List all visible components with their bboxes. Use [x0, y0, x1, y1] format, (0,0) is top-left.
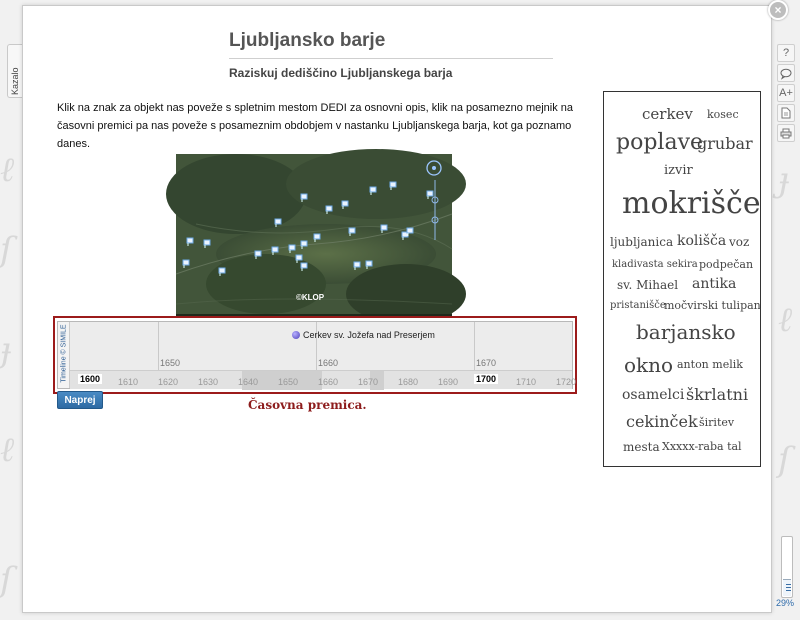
map-pin-icon[interactable]: [183, 260, 189, 268]
tag-link[interactable]: škrlatni: [686, 385, 749, 404]
map-pin-icon[interactable]: [301, 241, 307, 249]
tag-link[interactable]: cerkev: [642, 105, 693, 123]
zoom-grip-line: [786, 584, 791, 585]
font-size-icon: A+: [779, 87, 793, 99]
tag-link[interactable]: mesta: [623, 440, 660, 454]
printer-icon: [780, 128, 792, 139]
tag-link[interactable]: grubar: [697, 134, 753, 153]
tag-link[interactable]: okno: [624, 353, 674, 377]
map-pin-icon[interactable]: [314, 234, 320, 242]
map-pin-icon[interactable]: [255, 251, 261, 259]
tag-cloud: [603, 91, 761, 467]
comment-button[interactable]: [777, 64, 795, 82]
map-pin-icon[interactable]: [326, 206, 332, 214]
timeline-decade-label: 1690: [438, 377, 459, 387]
document-button[interactable]: [777, 104, 795, 122]
tag-link[interactable]: širitev: [699, 416, 735, 429]
tag-link[interactable]: voz: [729, 235, 750, 249]
timeline-decade-label: 1640: [238, 377, 259, 387]
help-button[interactable]: [777, 44, 795, 62]
tag-link[interactable]: cekinček: [626, 412, 698, 431]
timeline-gridline: [474, 322, 475, 370]
map-pin-icon[interactable]: [381, 225, 387, 233]
tag-link[interactable]: sv. Mihael: [617, 278, 679, 292]
timeline-event[interactable]: [292, 330, 435, 340]
next-button[interactable]: Naprej: [57, 391, 103, 409]
map-pin-icon[interactable]: [370, 187, 376, 195]
help-icon: ?: [782, 47, 790, 59]
tag-link[interactable]: kladivasta sekira: [612, 259, 698, 270]
kazalo-label: Kazalo: [10, 67, 20, 95]
close-icon: ×: [774, 3, 782, 17]
tag-link[interactable]: poplave: [616, 130, 704, 155]
map-pin-icon[interactable]: [272, 247, 278, 255]
tag-link[interactable]: močvirski tulipan: [664, 299, 761, 312]
satellite-map[interactable]: [176, 154, 452, 322]
title-divider: [229, 58, 553, 59]
map-pin-icon[interactable]: [390, 182, 396, 190]
intro-text: Klik na znak za objekt nas poveže s spletnim mestom DEDI za osnovni opis, klik na posamezno mejnik na časovni premici pa nas poveže s posameznim obdobjem v nastanku Ljubljanskega barja, kot ga poznamo danes.: [57, 102, 574, 150]
tag-link[interactable]: pristanišče: [610, 300, 666, 311]
map-pin-icon[interactable]: [354, 262, 360, 270]
timeline-caption: Časovna premica.: [248, 398, 367, 412]
map-pin-icon[interactable]: [349, 228, 355, 236]
timeline-upper-label: 1670: [476, 358, 497, 368]
timeline-upper-band[interactable]: [70, 322, 572, 370]
timeline-decade-label: 1660: [318, 377, 339, 387]
map-pin-icon[interactable]: [407, 228, 413, 236]
font-size-button[interactable]: [777, 84, 795, 102]
simile-timeline[interactable]: [57, 321, 577, 389]
timeline-decade-label: 1650: [278, 377, 299, 387]
map-pin-icon[interactable]: [204, 240, 210, 248]
tag-link[interactable]: izvir: [664, 163, 693, 178]
tag-link[interactable]: mokrišče: [622, 186, 761, 221]
page-subtitle: Raziskuj dediščino Ljubljanskega barja: [229, 66, 453, 80]
tag-link[interactable]: kolišča: [677, 233, 727, 249]
tag-link[interactable]: anton melik: [677, 358, 743, 371]
timeline-highlight: [53, 316, 577, 394]
zoom-grip-line: [786, 590, 791, 591]
map-pin-icon[interactable]: [219, 268, 225, 276]
zoom-slider[interactable]: [781, 536, 793, 598]
zoom-percent: 29%: [776, 598, 795, 608]
timeline-decade-label: 1710: [516, 377, 537, 387]
tag-link[interactable]: ljubljanica: [610, 235, 674, 249]
zoom-fill: [783, 579, 791, 596]
tag-link[interactable]: Xxxxx-raba tal: [662, 440, 742, 453]
timeline-decade-label: 1670: [358, 377, 379, 387]
timeline-credit-strip: [58, 322, 70, 388]
timeline-gridline: [158, 322, 159, 370]
timeline-decade-label: 1720: [556, 377, 577, 387]
timeline-century-label: 1600: [80, 374, 101, 384]
timeline-lower-band[interactable]: [70, 370, 577, 389]
timeline-decade-label: 1680: [398, 377, 419, 387]
map-pin-icon[interactable]: [342, 201, 348, 209]
map-pin-icon[interactable]: [301, 263, 307, 271]
page-title: Ljubljansko barje: [229, 30, 386, 51]
timeline-decade-label: 1620: [158, 377, 179, 387]
zoom-scale-icon[interactable]: [431, 180, 439, 240]
map-pin-icon[interactable]: [275, 219, 281, 227]
map-pin-icon[interactable]: [301, 194, 307, 202]
timeline-event-label: Cerkev sv. Jožefa nad Preserjem: [303, 330, 435, 340]
zoom-grip-line: [786, 587, 791, 588]
map-pin-icon[interactable]: [296, 255, 302, 263]
timeline-upper-label: 1660: [318, 358, 339, 368]
timeline-credit: Timeline © SIMILE: [60, 324, 68, 383]
event-marker-icon: [292, 331, 300, 339]
document-icon: [781, 107, 791, 119]
tag-link[interactable]: antika: [692, 276, 737, 292]
speech-bubble-icon: [780, 68, 792, 79]
timeline-decade-label: 1610: [118, 377, 139, 387]
compass-icon[interactable]: [426, 160, 442, 176]
print-button[interactable]: [777, 124, 795, 142]
close-button[interactable]: [768, 0, 788, 20]
map-logo: ©KLOP: [296, 293, 325, 302]
map-pin-icon[interactable]: [289, 245, 295, 253]
timeline-century-label: 1700: [476, 374, 497, 384]
tag-link[interactable]: podpečan: [699, 258, 754, 271]
map-pin-icon[interactable]: [366, 261, 372, 269]
timeline-decade-label: 1630: [198, 377, 219, 387]
map-pin-icon[interactable]: [187, 238, 193, 246]
tag-link[interactable]: barjansko: [636, 320, 736, 344]
tag-link[interactable]: osamelci: [622, 387, 685, 403]
tag-link[interactable]: kosec: [707, 108, 739, 121]
timeline-upper-label: 1650: [160, 358, 181, 368]
